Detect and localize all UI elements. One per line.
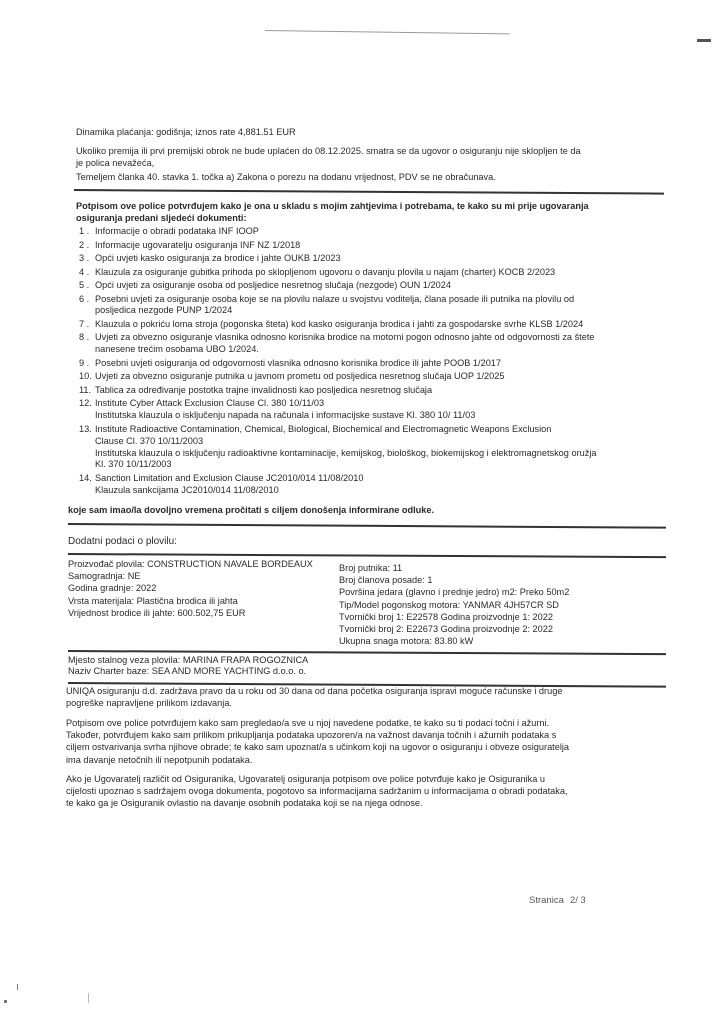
list-item-text: Sanction Limitation and Exclusion Clause JC2010/014 11/08/2010 xyxy=(95,472,364,483)
list-item-number: 11. xyxy=(79,384,92,395)
list-item-text: Uvjeti za obvezno osiguranje putnika u javnom prometu od posljedica nesretnog slučaja UOP 1/2025 xyxy=(95,371,505,382)
vessel-field: Tip/Model pogonskog motora: YANMAR 4JH57CR SD xyxy=(339,599,559,610)
list-item-number: 1 . xyxy=(79,226,90,236)
list-item-text: Institute Radioactive Contamination, Chemical, Biological, Biochemical and Electromagnetic Weapons Exclusion xyxy=(95,423,552,434)
list-item-number: 9 . xyxy=(79,357,90,368)
list-item-text: Klauzula za osiguranje gubitka prihoda po sklopljenom ugovoru o davanju plovila u najam (charter) KOCB 2/2023 xyxy=(95,266,556,277)
scan-speck xyxy=(17,984,18,990)
list-item-text: Opći uvjeti za osiguranje osoba od posljedice nesretnog slučaja (nezgode) OUN 1/2024 xyxy=(95,280,451,290)
section-divider xyxy=(74,189,664,194)
list-item-text: Institute Cyber Attack Exclusion Clause Cl. 380 10/11/03 xyxy=(95,398,325,409)
vessel-charter-base: Naziv Charter baze: SEA AND MORE YACHTING d.o.o. o. xyxy=(68,666,307,676)
payment-notice-line1: Ukoliko premija ili prvi premijski obrok ne bude uplaćen do 08.12.2025. smatra se da ugovor o osiguranju nije sklopljen te da xyxy=(76,146,581,156)
list-item-text: Kl. 370 10/11/2003 xyxy=(95,459,172,470)
vessel-field: Tvornički broj 1: E22578 Godina proizvodnje 1: 2022 xyxy=(339,611,553,622)
list-item-text: Posebni uvjeti osiguranja od odgovornosti vlasnika odnosno korisnika brodice ili jahte POOB 1/2017 xyxy=(95,357,502,368)
vessel-field: Broj putnika: 11 xyxy=(339,563,403,573)
vessel-field: Vrsta materijala: Plastična brodica ili jahta xyxy=(68,595,238,606)
list-item-number: 4 . xyxy=(79,266,90,277)
vessel-field: Ukupna snaga motora: 83.80 kW xyxy=(339,636,474,647)
vessel-section-title: Dodatni podaci o plovilu: xyxy=(68,536,177,547)
list-item-number: 12. xyxy=(79,398,92,409)
page-label: Stranica xyxy=(529,895,564,906)
vessel-field: Površina jedara (glavno i prednje jedro) m2: Preko 50m2 xyxy=(339,587,570,598)
section-divider xyxy=(68,553,666,558)
list-item-text: Tablica za određivanje postotka trajne invalidnosti kao posljedica nesretnog slučaja xyxy=(95,384,433,395)
vessel-mooring: Mjesto stalnog veza plovila: MARINA FRAPA ROGOZNICA xyxy=(68,655,309,665)
scan-speck xyxy=(88,993,89,1003)
list-item-text: Informacije o obradi podataka INF IOOP xyxy=(95,226,259,236)
list-item-number: 3 . xyxy=(79,253,90,263)
list-item-text: Posebni uvjeti za osiguranje osoba koje se na plovilu nalaze u svojstvu voditelja, člana posade ili putnika na plovilu od xyxy=(95,293,575,304)
disclaimer-line: Potpisom ove police potvrđujem kako sam pregledao/a sve u njoj navedene podatke, te kako su ti podaci točni i ažurni. xyxy=(66,718,550,728)
vessel-field: Tvornički broj 2: E22673 Godina proizvodnje 2: 2022 xyxy=(339,624,553,634)
page-number: 2/ 3 xyxy=(570,895,586,906)
top-scan-line xyxy=(265,30,510,34)
list-item-number: 13. xyxy=(79,423,92,434)
vessel-field: Vrijednost brodice ili jahte: 600.502,75 EUR xyxy=(68,607,246,618)
scan-speck xyxy=(4,1000,7,1003)
list-item-number: 6 . xyxy=(79,293,90,304)
vessel-field: Proizvođač plovila: CONSTRUCTION NAVALE BORDEAUX xyxy=(68,559,313,569)
disclaimer-line: ima davanje netočnih ili nepotpunih podataka. xyxy=(66,754,253,765)
vat-note: Temeljem članka 40. stavka 1. točka a) Zakona o porezu na dodanu vrijednost, PDV se ne obračunava. xyxy=(76,172,496,182)
documents-closing: koje sam imao/la dovoljno vremena pročitati s ciljem donošenja informirane odluke. xyxy=(68,505,435,515)
disclaimer-line: cijelosti upoznao s sadržajem ovoga dokumenta, pogotovo sa informacijama sadržanim u informacijama o obradi podataka, xyxy=(66,786,568,797)
section-divider xyxy=(68,523,666,528)
list-item-number: 10. xyxy=(79,371,92,382)
list-item-number: 5 . xyxy=(79,280,90,290)
disclaimer-line: UNIQA osiguranju d.d. zadržava pravo da u roku od 30 dana od dana početka osiguranja ispravi moguće računske i druge xyxy=(66,686,563,696)
disclaimer-line: Također, potvrđujem kako sam prilikom prikupljanja podataka upozoren/a na važnost davanja točnih i ažurnih podataka s xyxy=(66,730,557,741)
list-item-text: Institutska klauzula o isključenju napada na računala i informacijske sustave Kl. 380 10/ 11/03 xyxy=(95,410,476,421)
disclaimer-line: Ako je Ugovaratelj različit od Osiguranika, Ugovaratelj osiguranja potpisom ove police potvrđuje kako je Osiguranika u xyxy=(66,774,546,784)
top-scan-mark xyxy=(697,39,711,42)
list-item-text: Clause Cl. 370 10/11/2003 xyxy=(95,435,204,446)
list-item-number: 8 . xyxy=(79,332,90,343)
list-item-text: Institutska klauzula o isključenju radioaktivne kontaminacije, kemijskog, biološkog, biokemijskog i elektromagnetskog oružja xyxy=(95,447,597,458)
list-item-text: nanesene trećim osobama UBO 1/2024. xyxy=(95,344,259,355)
list-item-text: Opći uvjeti kasko osiguranja za brodice i jahte OUKB 1/2023 xyxy=(95,253,341,263)
list-item-text: Informacije ugovaratelju osiguranja INF NZ 1/2018 xyxy=(95,239,301,250)
vessel-field: Godina gradnje: 2022 xyxy=(68,583,157,594)
list-item-number: 7 . xyxy=(79,318,90,329)
documents-intro-line1: Potpisom ove police potvrđujem kako je ona u skladu s mojim zahtjevima i potrebama, te kako su mi prije ugovaranja xyxy=(76,201,589,211)
disclaimer-line: te kako ga je Osiguranik ovlastio na davanje osobnih podataka koji se na njega odnose. xyxy=(66,798,423,809)
disclaimer-line: pogreške napravljene prilikom izdavanja. xyxy=(66,698,232,709)
list-item-text: Klauzula o pokriću loma stroja (pogonska šteta) kod kasko osiguranja brodica i jahti za gospodarske svrhe KLSB 1/2024 xyxy=(95,318,584,329)
disclaimer-line: ciljem ostvarivanja svrha njihove obrade; te kako sam upoznat/a s učinkom koji na ugovor o osiguranju i obveze osiguratelja xyxy=(66,742,570,753)
documents-intro-line2: osiguranja predani sljedeći dokumenti: xyxy=(76,213,247,223)
payment-notice-line2: je polica nevažeća, xyxy=(76,158,155,168)
list-item-text: posljedica nezgode PUNP 1/2024 xyxy=(95,305,233,316)
payment-dynamics: Dinamika plaćanja: godišnja; iznos rate 4,881.51 EUR xyxy=(76,127,296,137)
list-item-number: 14. xyxy=(79,472,92,483)
list-item-text: Uvjeti za obvezno osiguranje vlasnika odnosno korisnika brodice na motorni pogon odnosno jahte od odgovornosti za štete xyxy=(95,332,595,343)
vessel-field: Broj članova posade: 1 xyxy=(339,575,433,586)
list-item-number: 2 . xyxy=(79,239,90,250)
vessel-field: Samogradnja: NE xyxy=(68,571,141,582)
list-item-text: Klauzula sankcijama JC2010/014 11/08/2010 xyxy=(95,484,279,495)
